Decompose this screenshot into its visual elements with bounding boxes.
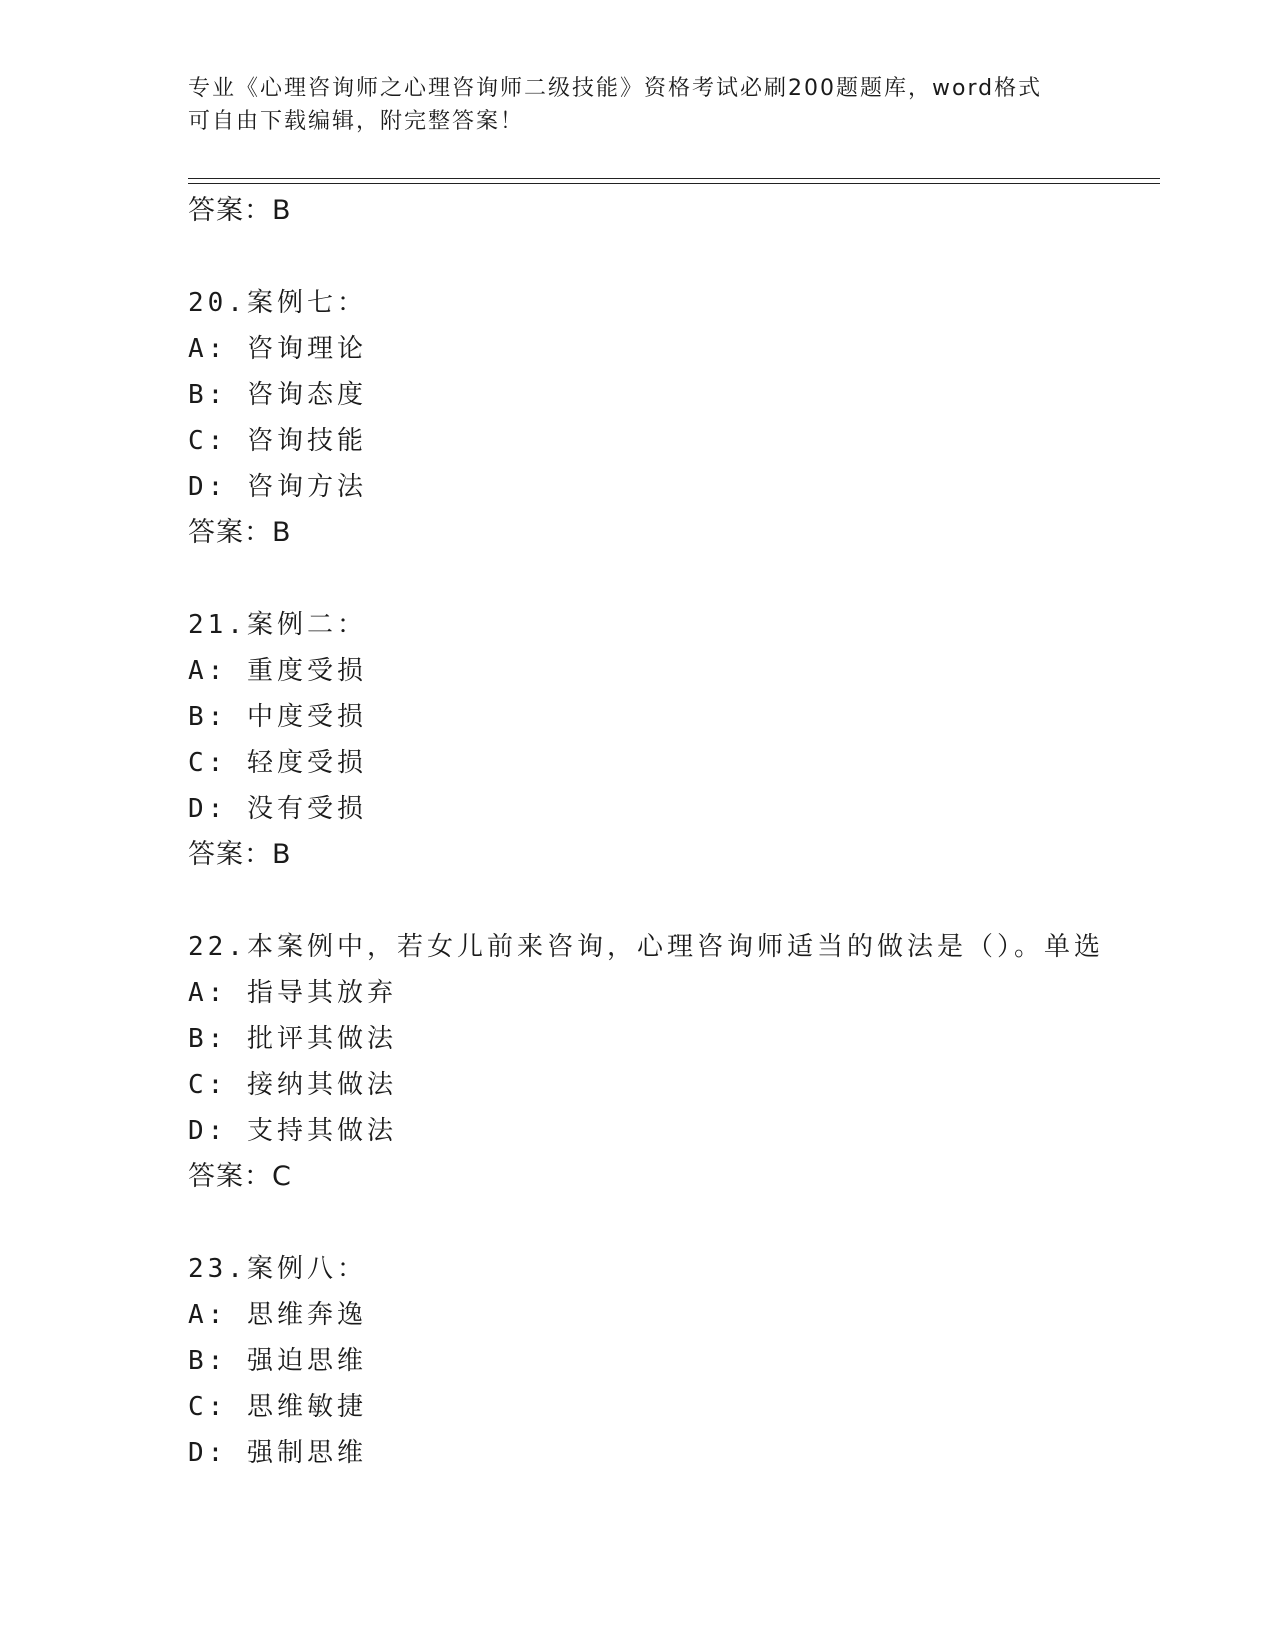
header-line-1: 专业《心理咨询师之心理咨询师二级技能》资格考试必刷200题题库，word格式 [188, 76, 1043, 101]
option-d: D: 支持其做法 [188, 1116, 397, 1146]
answer-line: 答案：C [188, 1161, 292, 1192]
answer-line: 答案：B [188, 839, 292, 870]
header-divider-bottom [188, 183, 1160, 184]
option-d: D: 强制思维 [188, 1438, 367, 1468]
header-line-2: 可自由下载编辑，附完整答案！ [188, 109, 525, 134]
spacer [188, 234, 1148, 280]
option-d: D: 咨询方法 [188, 472, 367, 502]
question-block-21 [188, 602, 1148, 878]
option-a: A: 思维奔逸 [188, 1300, 367, 1330]
option-b: B: 批评其做法 [188, 1024, 397, 1054]
option-c: C: 思维敏捷 [188, 1392, 367, 1422]
option-a: A: 指导其放弃 [188, 978, 397, 1008]
spacer [188, 556, 1148, 602]
question-block-22 [188, 924, 1148, 1200]
option-d: D: 没有受损 [188, 794, 367, 824]
option-b: B: 咨询态度 [188, 380, 367, 410]
answer-line: 答案：B [188, 195, 292, 226]
option-c: C: 接纳其做法 [188, 1070, 397, 1100]
option-c: C: 轻度受损 [188, 748, 367, 778]
option-c: C: 咨询技能 [188, 426, 367, 456]
question-title: 20.案例七： [188, 288, 367, 318]
option-a: A: 咨询理论 [188, 334, 367, 364]
question-title: 21.案例二： [188, 610, 367, 640]
option-a: A: 重度受损 [188, 656, 367, 686]
spacer [188, 1200, 1148, 1246]
answer-line: 答案：B [188, 517, 292, 548]
question-block-20 [188, 280, 1148, 556]
question-title: 22.本案例中，若女儿前来咨询，心理咨询师适当的做法是（）。单选 [188, 932, 1104, 962]
spacer [188, 878, 1148, 924]
question-title: 23.案例八： [188, 1254, 367, 1284]
question-list [188, 188, 1148, 1476]
document-header [188, 72, 1088, 138]
question-block-23 [188, 1246, 1148, 1476]
header-divider-top [188, 178, 1160, 179]
option-b: B: 强迫思维 [188, 1346, 367, 1376]
option-b: B: 中度受损 [188, 702, 367, 732]
